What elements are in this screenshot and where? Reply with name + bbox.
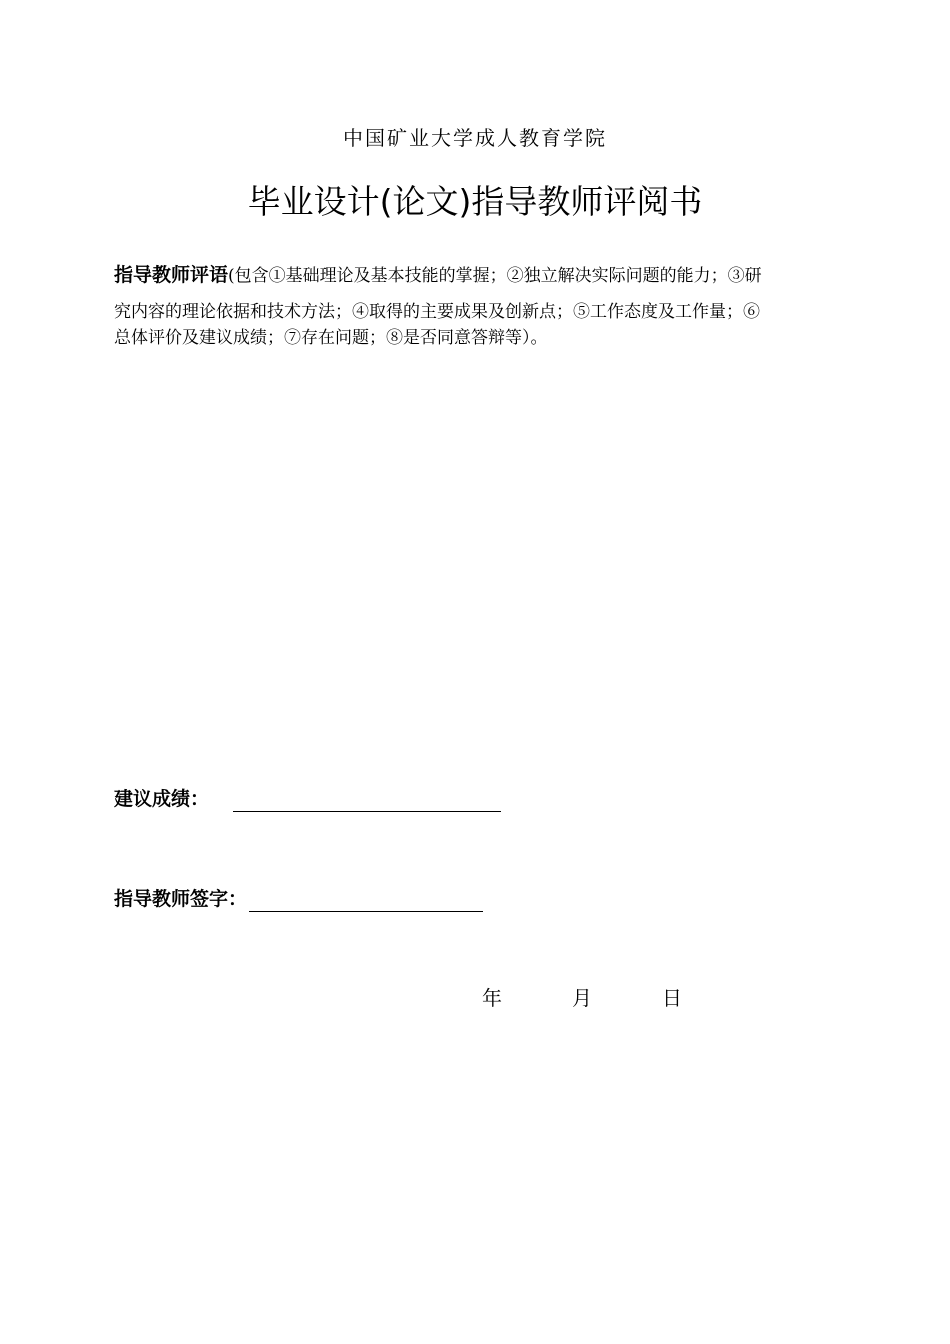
date-year: 年: [482, 986, 502, 1010]
signature-label: 指导教师签字：: [114, 888, 248, 910]
instructions-text-1: (包含①基础理论及基本技能的掌握；②独立解决实际问题的能力；③研: [228, 266, 762, 286]
grade-field: [114, 786, 501, 812]
instructions-block: [114, 262, 858, 351]
date-month: 月: [572, 986, 592, 1010]
instructions-line-3: 总体评价及建议成绩；⑦存在问题；⑧是否同意答辩等）。: [114, 328, 548, 348]
instructions-line-2: 究内容的理论依据和技术方法；④取得的主要成果及创新点；⑤工作态度及工作量；⑥: [114, 302, 760, 322]
grade-blank-line[interactable]: [233, 789, 501, 812]
signature-blank-line[interactable]: [249, 889, 483, 912]
date-day: 日: [662, 986, 682, 1010]
document-title: 毕业设计(论文)指导教师评阅书: [247, 182, 703, 221]
institution-name: 中国矿业大学成人教育学院: [343, 126, 607, 150]
instructions-lead: 指导教师评语: [114, 264, 229, 286]
signature-field: [114, 886, 483, 912]
instructions-line-1: [114, 262, 858, 289]
grade-label: 建议成绩：: [114, 788, 210, 810]
